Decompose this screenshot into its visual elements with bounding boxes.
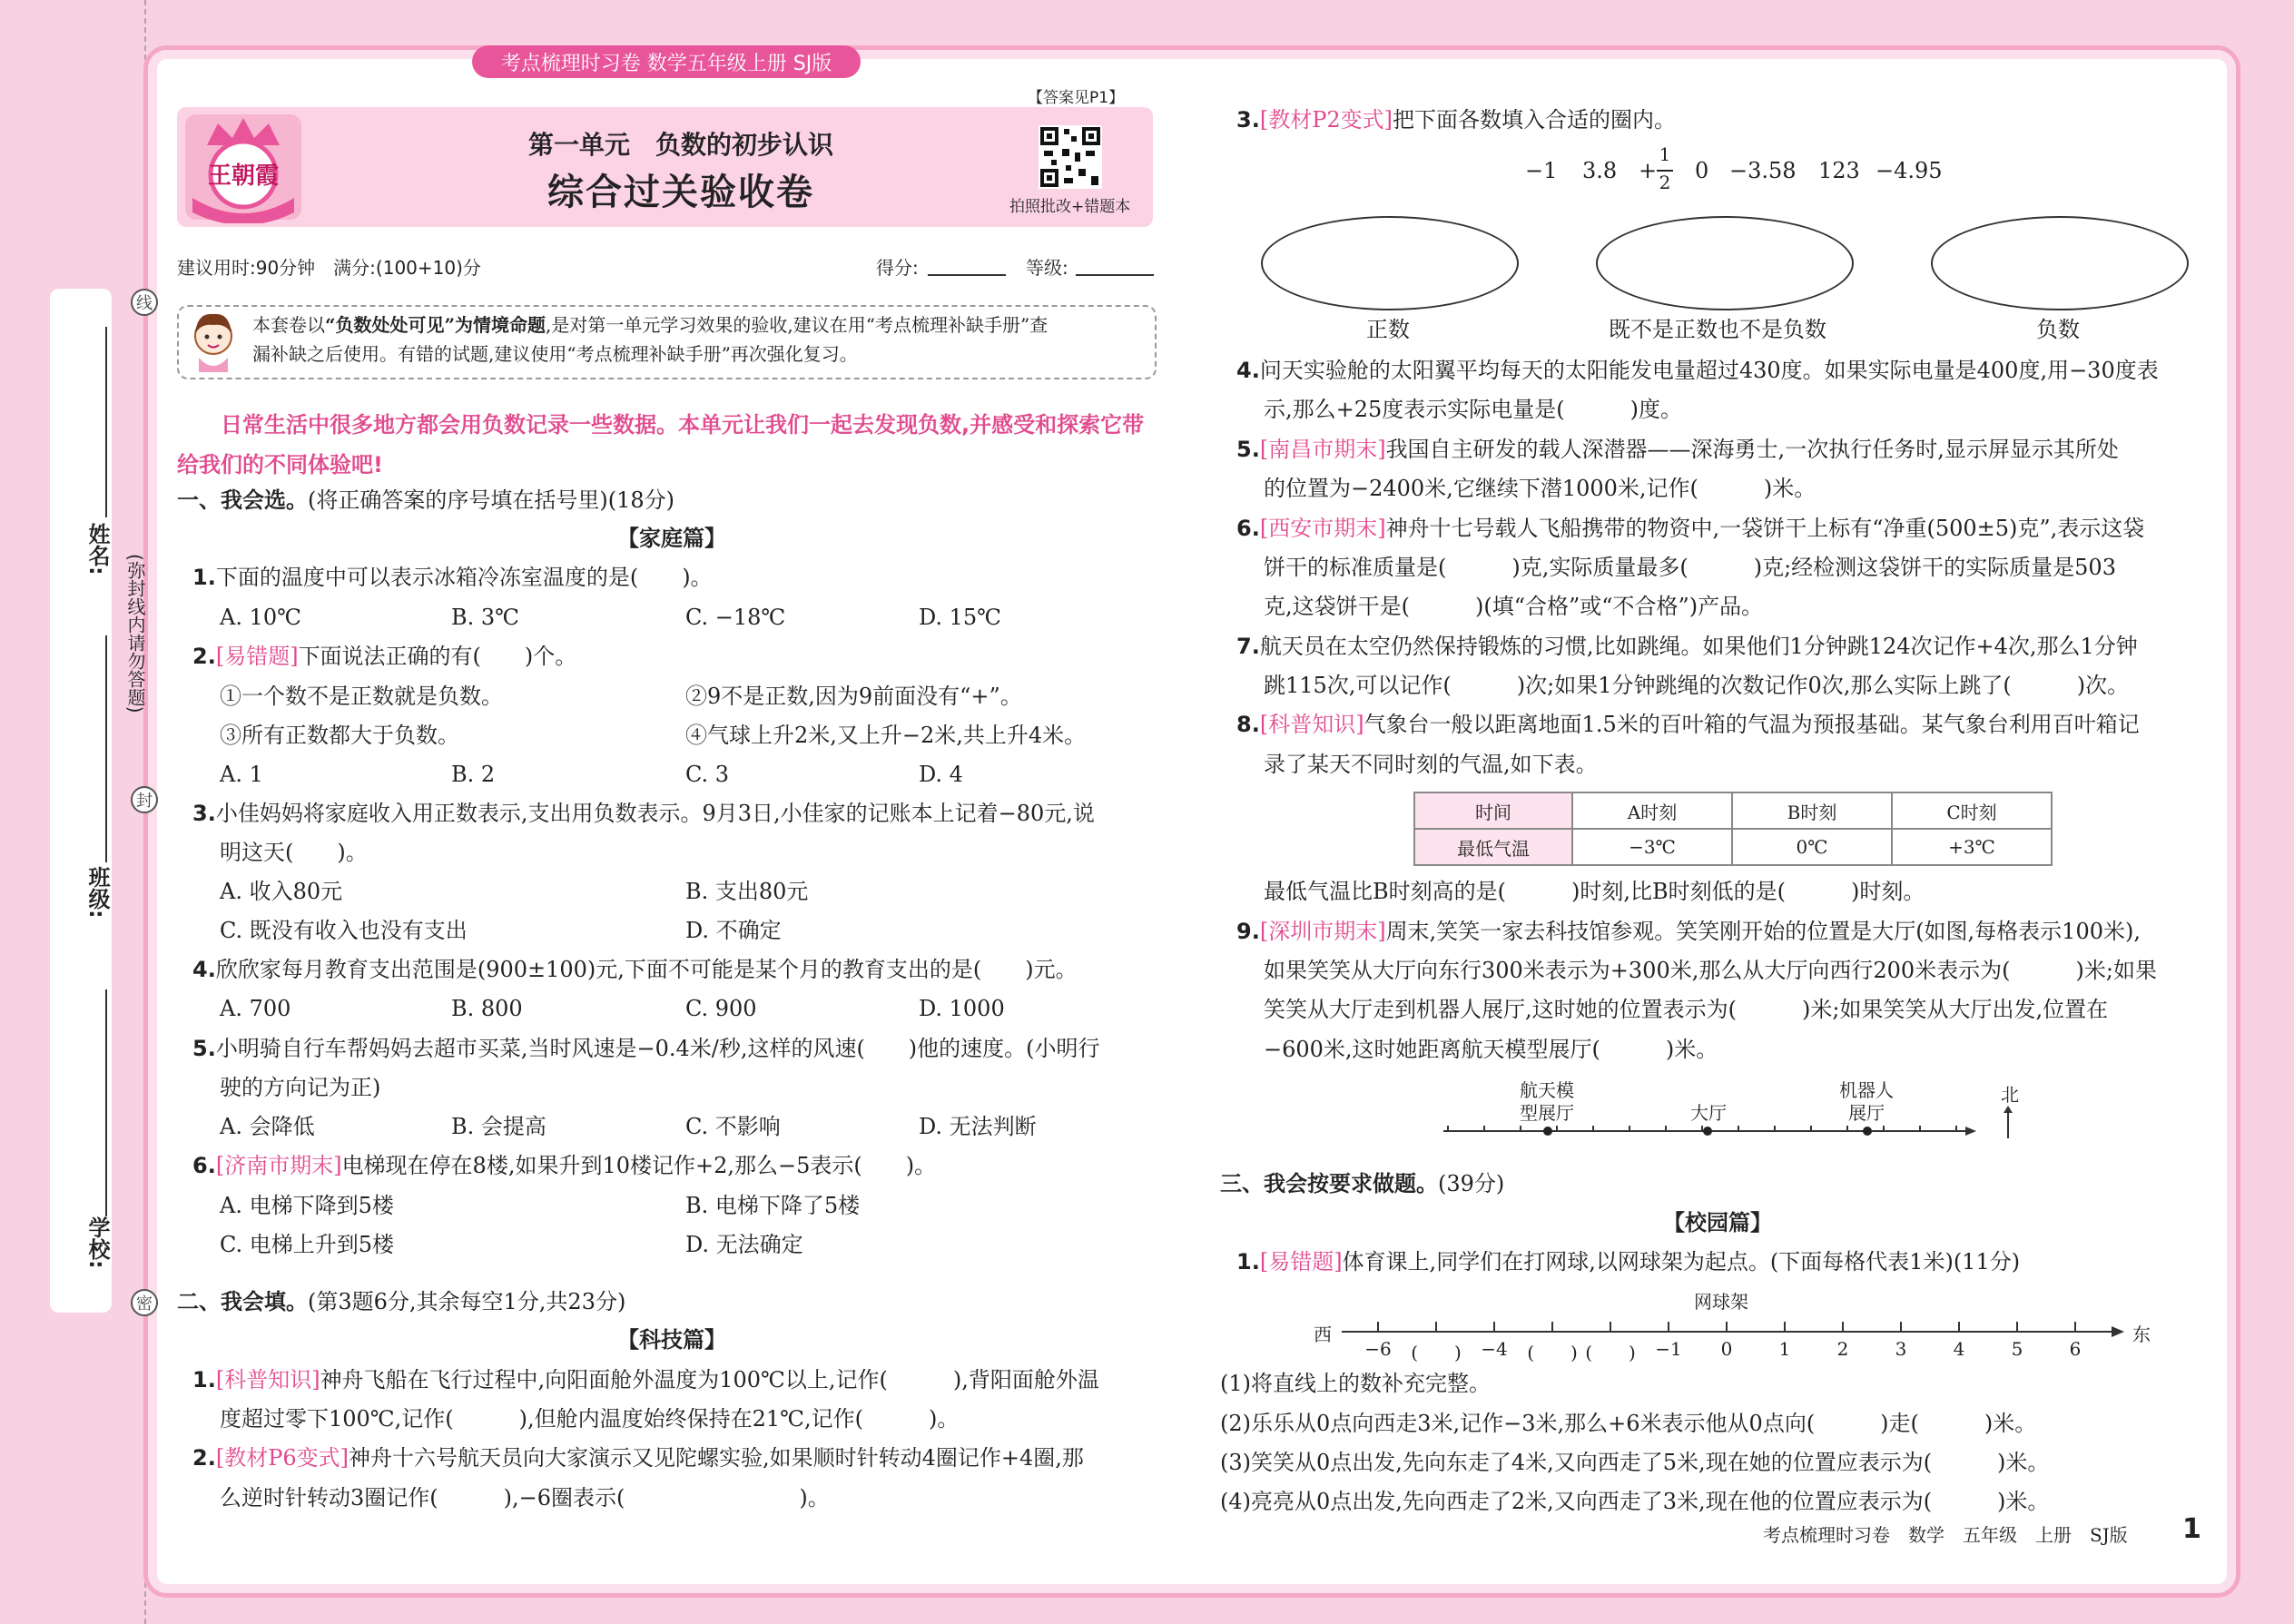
number-line-label: 1 (1778, 1338, 1791, 1360)
s2-q8-cont-2: 最低气温比B时刻高的是( )时刻,比B时刻低的是( )时刻。 (1264, 879, 1925, 904)
s1-q1-opt-d[interactable]: D. 15℃ (919, 605, 1002, 630)
tennis-rack-label: 网球架 (1694, 1291, 1748, 1313)
number-line-blank[interactable]: ( ) (1527, 1342, 1578, 1363)
s2-q3-number-5: −3.58 (1729, 158, 1797, 183)
s2-q5-cont: 的位置为−2400米,它继续下潜1000米,记作( )米。 (1264, 476, 1816, 501)
temperature-table (1413, 792, 2053, 866)
s3-q1-part2: (2)乐乐从0点向西走3米,记作−3米,那么+6米表示他从0点向( )走( )米。 (1220, 1411, 2037, 1436)
s1-q4-opt-c[interactable]: C. 900 (685, 996, 757, 1021)
number-line-tick (1726, 1322, 1728, 1331)
class-line (105, 635, 107, 862)
s2-q9-cont-3: −600米,这时她距离航天模型展厅( )米。 (1264, 1037, 1718, 1062)
seal-warning: (弥封线内请勿答题) (124, 554, 146, 714)
table-cell: 最低气温 (1414, 829, 1572, 865)
number-line-label: 3 (1895, 1338, 1907, 1360)
negative-label: 负数 (2036, 317, 2080, 342)
table-cell: +3℃ (1892, 829, 2052, 865)
map-label-space-model-1: 航天模 (1520, 1079, 1574, 1101)
s1-q2-stmt-4: ④气球上升2米,又上升−2米,共上升4米。 (685, 723, 1087, 748)
name-label: 姓名: (84, 523, 110, 576)
number-line-tick (2074, 1322, 2076, 1331)
binding-strip (50, 289, 112, 1313)
name-line (105, 327, 107, 517)
s1-q2-opt-d[interactable]: D. 4 (919, 762, 963, 787)
time-info: 建议用时:90分钟 满分:(100+10)分 (177, 257, 481, 279)
map-label-hall: 大厅 (1690, 1102, 1727, 1124)
negative-oval[interactable] (1931, 216, 2189, 310)
number-line-blank[interactable]: ( ) (1585, 1342, 1636, 1363)
s1-q1: 1.下面的温度中可以表示冰箱冷冻室温度的是( )。 (192, 565, 713, 590)
section-1-subtitle: 【家庭篇】 (617, 526, 726, 551)
seal-mark-line: 线 (131, 289, 158, 316)
number-line-blank[interactable]: ( ) (1411, 1342, 1462, 1363)
s1-q4: 4.欣欣家每月教育支出范围是(900±100)元,下面不可能是某个月的教育支出的是( )元。 (192, 957, 1078, 982)
section-1-heading: 一、我会选。(将正确答案的序号填在括号里)(18分) (177, 487, 674, 513)
s2-q2: 2.[教材P6变式]神舟十六号航天员向大家演示又见陀螺实验,如果顺时针转动4圈记作+4圈,那 (192, 1445, 1084, 1471)
number-line-label: −4 (1481, 1338, 1508, 1360)
score-label: 得分: (876, 257, 919, 279)
s2-q9: 9.[深圳市期末]周末,笑笑一家去科技馆参观。笑笑刚开始的位置是大厅(如图,每格表示100米), (1236, 919, 2141, 944)
qr-code-icon[interactable] (1039, 125, 1102, 189)
number-line-label: 2 (1836, 1338, 1849, 1360)
table-header: 时间 (1414, 792, 1572, 829)
s2-q3-number-2: 3.8 (1582, 158, 1618, 183)
s3-q1-part1: (1)将直线上的数补充完整。 (1220, 1371, 1491, 1396)
grade-label: 等级: (1026, 257, 1068, 279)
s1-q4-opt-d[interactable]: D. 1000 (919, 996, 1005, 1021)
qr-caption: 拍照批改+错题本 (1009, 198, 1131, 216)
s2-q3: 3.[教材P2变式]把下面各数填入合适的圈内。 (1236, 107, 1676, 133)
arrow-right-icon (2112, 1325, 2126, 1338)
map-label-robot-2: 展厅 (1848, 1102, 1885, 1124)
east-label: 东 (2132, 1324, 2151, 1345)
s1-q2-opt-b[interactable]: B. 2 (451, 762, 496, 787)
table-cell: 0℃ (1732, 829, 1892, 865)
number-line-tick (1551, 1322, 1553, 1331)
footer-text: 考点梳理时习卷 数学 五年级 上册 SJ版 (1763, 1524, 2128, 1546)
score-line (928, 274, 1006, 276)
positive-oval[interactable] (1261, 216, 1519, 310)
s1-q4-opt-a[interactable]: A. 700 (220, 996, 291, 1021)
s1-q6-opt-d[interactable]: D. 无法确定 (685, 1232, 803, 1257)
seal-mark-seal: 封 (131, 786, 158, 813)
answer-reference: 【答案见P1】 (1028, 89, 1125, 107)
s1-q2: 2.[易错题]下面说法正确的有( )个。 (192, 644, 577, 669)
s1-q5: 5.小明骑自行车帮妈妈去超市买菜,当时风速是−0.4米/秒,这样的风速( )他的速度。(小明行 (192, 1036, 1100, 1061)
class-label: 班级: (84, 866, 110, 919)
map-label-space-model-2: 型展厅 (1520, 1102, 1574, 1124)
s2-q4: 4.问天实验舱的太阳翼平均每天的太阳能发电量超过430度。如果实际电量是400度,用−30度表 (1236, 358, 2159, 383)
s1-q2-opt-c[interactable]: C. 3 (685, 762, 730, 787)
number-line-tick (1668, 1322, 1669, 1331)
s2-q3-number-4: 0 (1695, 158, 1709, 183)
s1-q6-opt-a[interactable]: A. 电梯下降到5楼 (220, 1193, 394, 1218)
s1-q6-opt-b[interactable]: B. 电梯下降了5楼 (685, 1193, 861, 1218)
number-line-label: 0 (1720, 1338, 1733, 1360)
number-line-tick (1900, 1322, 1902, 1331)
s2-q1: 1.[科普知识]神舟飞船在飞行过程中,向阳面舱外温度为100℃以上,记作( ),背阳面舱外温 (192, 1367, 1099, 1393)
s2-q6-cont-1: 饼干的标准质量是( )克,实际质量最多( )克;经检测这袋饼干的实际质量是503 (1264, 555, 2116, 580)
number-line-tick (1958, 1322, 1960, 1331)
s1-q1-opt-b[interactable]: B. 3℃ (451, 605, 520, 630)
number-line-tick (2016, 1322, 2018, 1331)
s2-q8-cont: 录了某天不同时刻的气温,如下表。 (1264, 752, 1598, 777)
s3-q1: 1.[易错题]体育课上,同学们在打网球,以网球架为起点。(下面每格代表1米)(11分) (1236, 1249, 2021, 1275)
table-header: C时刻 (1892, 792, 2052, 829)
number-line-label: 6 (2069, 1338, 2082, 1360)
number-line-label: −1 (1655, 1338, 1682, 1360)
grade-line (1076, 274, 1154, 276)
number-line-tick (1784, 1322, 1786, 1331)
girl-avatar-icon (186, 307, 241, 374)
s2-q9-cont-2: 笑笑从大厅走到机器人展厅,这时她的位置表示为( )米;如果笑笑从大厅出发,位置在 (1264, 997, 2109, 1022)
school-label: 学校: (84, 1216, 110, 1269)
school-line (105, 989, 107, 1216)
s2-q7: 7.航天员在太空仍然保持锻炼的习惯,比如跳绳。如果他们1分钟跳124次记作+4次,那么1分钟 (1236, 634, 2138, 659)
number-line-label: 5 (2011, 1338, 2023, 1360)
s3-q1-part3: (3)笑笑从0点出发,先向东走了4米,又向西走了5米,现在她的位置应表示为( )米。 (1220, 1450, 2050, 1475)
s2-q3-number-3-sign: + (1639, 158, 1658, 183)
number-line-tick (1435, 1322, 1437, 1331)
unit-title: 第一单元 负数的初步认识 (527, 130, 833, 160)
s3-q1-part4: (4)亮亮从0点出发,先向西走了2米,又向西走了3米,现在他的位置应表示为( )米。 (1220, 1489, 2050, 1514)
section-3-heading: 三、我会按要求做题。(39分) (1220, 1171, 1505, 1196)
s1-q3-opt-a[interactable]: A. 收入80元 (220, 879, 343, 904)
s1-q2-stmt-3: ③所有正数都大于负数。 (220, 723, 459, 748)
s2-q3-number-7: −4.95 (1876, 158, 1943, 183)
number-line-tick (1493, 1322, 1495, 1331)
table-header: B时刻 (1732, 792, 1892, 829)
s1-q3-cont: 明这天( )。 (220, 840, 368, 865)
s2-q6-cont-2: 克,这袋饼干是( )(填“合格”或“不合格”)产品。 (1264, 594, 1764, 619)
s2-q8: 8.[科普知识]气象台一般以距离地面1.5米的百叶箱的气温为预报基础。某气象台利用百叶箱记 (1236, 712, 2140, 737)
svg-text:王朝霞: 王朝霞 (207, 162, 280, 190)
map-label-robot-1: 机器人 (1839, 1079, 1894, 1101)
s1-q6: 6.[济南市期末]电梯现在停在8楼,如果升到10楼记作+2,那么−5表示( )。 (192, 1153, 937, 1178)
s1-q2-stmt-2: ②9不是正数,因为9前面没有“+”。 (685, 684, 1022, 709)
series-banner: 考点梳理时习卷 数学五年级上册 SJ版 (472, 45, 861, 78)
s2-q5: 5.[南昌市期末]我国自主研发的载人深潜器——深海勇士,一次执行任务时,显示屏显示其所处 (1236, 437, 2119, 462)
s1-q4-opt-b[interactable]: B. 800 (451, 996, 523, 1021)
s2-q3-number-1: −1 (1525, 158, 1558, 183)
s1-q2-opt-a[interactable]: A. 1 (220, 762, 263, 787)
number-line-label: 4 (1953, 1338, 1965, 1360)
s2-q4-cont: 示,那么+25度表示实际电量是( )度。 (1264, 397, 1683, 422)
west-label: 西 (1314, 1324, 1332, 1345)
positive-label: 正数 (1366, 317, 1410, 342)
s1-q3: 3.小佳妈妈将家庭收入用正数表示,支出用负数表示。9月3日,小佳家的记账本上记着−80元,说 (192, 801, 1095, 826)
table-header: A时刻 (1572, 792, 1732, 829)
brand-logo (182, 111, 305, 223)
section-2-heading: 二、我会填。(第3题6分,其余每空1分,共23分) (177, 1289, 626, 1314)
s1-q6-opt-c[interactable]: C. 电梯上升到5楼 (220, 1232, 395, 1257)
number-line-tick (1842, 1322, 1844, 1331)
s1-q5-opt-d[interactable]: D. 无法判断 (919, 1114, 1037, 1139)
s1-q5-opt-b[interactable]: B. 会提高 (451, 1114, 546, 1139)
section-3-subtitle: 【校园篇】 (1663, 1210, 1772, 1235)
number-line (1342, 1331, 2115, 1333)
note-line-2: 漏补缺之后使用。有错的试题,建议使用“考点梳理补缺手册”再次强化复习。 (252, 343, 858, 365)
s1-q5-opt-c[interactable]: C. 不影响 (685, 1114, 781, 1139)
note-line-1: 本套卷以“负数处处可见”为情境命题,是对第一单元学习效果的验收,建议在用“考点梳理补缺手册”查 (252, 314, 1049, 336)
s2-q3-number-3-num: 1 (1659, 143, 1671, 165)
page-number: 1 (2182, 1513, 2201, 1545)
s1-q1-opt-c[interactable]: C. −18℃ (685, 605, 786, 630)
s2-q1-cont: 度超过零下100℃,记作( ),但舱内温度始终保持在21℃,记作( )。 (220, 1406, 960, 1432)
s1-q5-opt-a[interactable]: A. 会降低 (220, 1114, 315, 1139)
number-line-tick (1610, 1322, 1611, 1331)
s2-q2-cont: 么逆时针转动3圈记作( ),−6圈表示( )。 (220, 1485, 830, 1511)
s1-q1-opt-a[interactable]: A. 10℃ (220, 605, 301, 630)
seal-mark-close: 密 (131, 1289, 158, 1316)
s1-q5-cont: 驶的方向记为正) (220, 1075, 381, 1100)
zero-oval[interactable] (1596, 216, 1854, 310)
s2-q3-number-3-den: 2 (1659, 172, 1671, 193)
museum-map (1439, 1106, 2020, 1142)
intro-text: 日常生活中很多地方都会用负数记录一些数据。本单元让我们一起去发现负数,并感受和探索它带给我们的不同体验吧! (177, 412, 1145, 477)
number-line-tick (1377, 1322, 1379, 1331)
zero-label: 既不是正数也不是负数 (1609, 317, 1826, 342)
page-title: 综合过关验收卷 (547, 172, 814, 213)
s1-q3-opt-c[interactable]: C. 既没有收入也没有支出 (220, 918, 468, 943)
s2-q9-cont-1: 如果笑笑从大厅向东行300米表示为+300米,那么从大厅向西行200米表示为( )米;如果 (1264, 958, 2157, 983)
s2-q3-number-6: 123 (1818, 158, 1860, 183)
s2-q6: 6.[西安市期末]神舟十七号载人飞船携带的物资中,一袋饼干上标有“净重(500±5)克”,表示这袋 (1236, 516, 2145, 541)
table-cell: −3℃ (1572, 829, 1732, 865)
number-line-label: −6 (1364, 1338, 1392, 1360)
section-2-subtitle: 【科技篇】 (617, 1327, 726, 1353)
s2-q7-cont: 跳115次,可以记作( )次;如果1分钟跳绳的次数记作0次,那么实际上跳了( )次。 (1264, 673, 2130, 698)
s1-q2-stmt-1: ①一个数不是正数就是负数。 (220, 684, 503, 709)
s1-q3-opt-d[interactable]: D. 不确定 (685, 918, 782, 943)
s1-q3-opt-b[interactable]: B. 支出80元 (685, 879, 809, 904)
north-label: 北 (2001, 1084, 2019, 1106)
